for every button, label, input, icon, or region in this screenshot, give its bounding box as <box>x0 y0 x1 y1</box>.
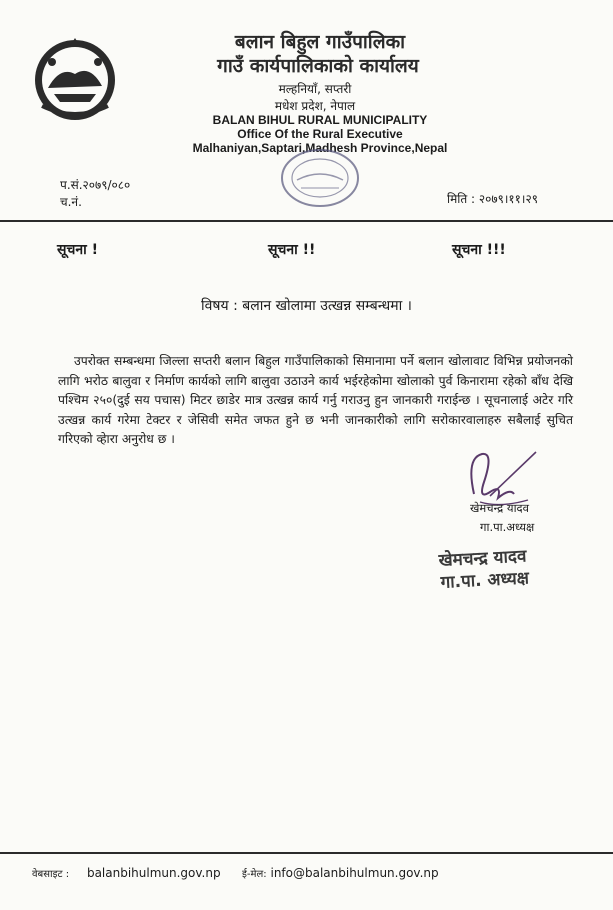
footer-email <box>242 866 439 880</box>
letter-date <box>447 190 538 207</box>
website-link[interactable]: balanbihulmun.gov.np <box>86 866 221 880</box>
notice-heading-1: सूचना ! <box>57 242 99 258</box>
header-divider <box>0 220 613 222</box>
office-name-english: Office Of the Rural Executive <box>237 127 403 141</box>
notice-heading-2: सूचना !! <box>268 242 316 258</box>
date-label: मिति : <box>447 192 476 206</box>
footer-divider <box>0 852 613 854</box>
footer-website <box>32 866 221 880</box>
dispatch-number: च.नं. <box>60 195 82 209</box>
date-value: २०७९।११।२९ <box>478 192 538 206</box>
email-link[interactable]: info@balanbihulmun.gov.np <box>270 866 439 880</box>
email-label: ई-मेल: <box>242 869 267 880</box>
reference-number: प.सं.२०७९/०८० <box>60 178 131 192</box>
municipality-name-english: BALAN BIHUL RURAL MUNICIPALITY <box>212 113 428 127</box>
seal-name-stamp: खेमचन्द्र यादव <box>438 546 527 571</box>
province-nepali: मधेश प्रदेश, नेपाल <box>274 99 356 113</box>
website-label: वेबसाइट : <box>32 869 70 880</box>
signatory-title: गा.पा.अध्यक्ष <box>480 520 535 534</box>
office-name-nepali: गाउँ कार्यपालिकाको कार्यालय <box>217 55 419 77</box>
place-nepali: मल्हनियाँ, सप्तरी <box>278 82 352 96</box>
notice-body: उपरोक्त सम्बन्धमा जिल्ला सप्तरी बलान बिहुल गाउँपालिकाको सिमानामा पर्ने बलान खोलावाट विभिन्न प्रयोजनको लागि भरोठ बालुवा र निर्माण कार्यको लागि बालुवा उठाउने कार्य भईरहेकोमा खोलाको पुर्व किनारामा रहेको बाँध देखि पश्चिम २५०(दुई सय पचास) मिटर छाडेर मात्र उत्खन्न कार्य गर्नु गराउनु हुन जानकारी गराईन्छ । सूचनालाई अटेर गरि उत्खन्न कार्य गरेमा टेक्टर र जेसिवी समेत जफत हुने छ भनी जानकारीको लागि सरोकारवालाहरु सबैलाई सुचित गरिएको व्हेारा अनुरोध छ । <box>58 354 573 446</box>
notice-heading-3: सूचना !!! <box>452 242 506 258</box>
address-english: Malhaniyan,Saptari,Madhesh Province,Nepal <box>192 141 448 155</box>
office-stamp <box>275 140 365 210</box>
subject-line: विषय : बलान खोलामा उत्खन्न सम्बन्धमा । <box>201 298 412 314</box>
municipality-name-nepali: बलान बिहुल गाउँपालिका <box>234 31 406 53</box>
seal-title-stamp: गा.पा. अध्यक्ष <box>440 568 530 593</box>
signatory-name: खेमचन्द्र यादव <box>470 501 530 515</box>
nepal-emblem-logo <box>30 36 120 122</box>
